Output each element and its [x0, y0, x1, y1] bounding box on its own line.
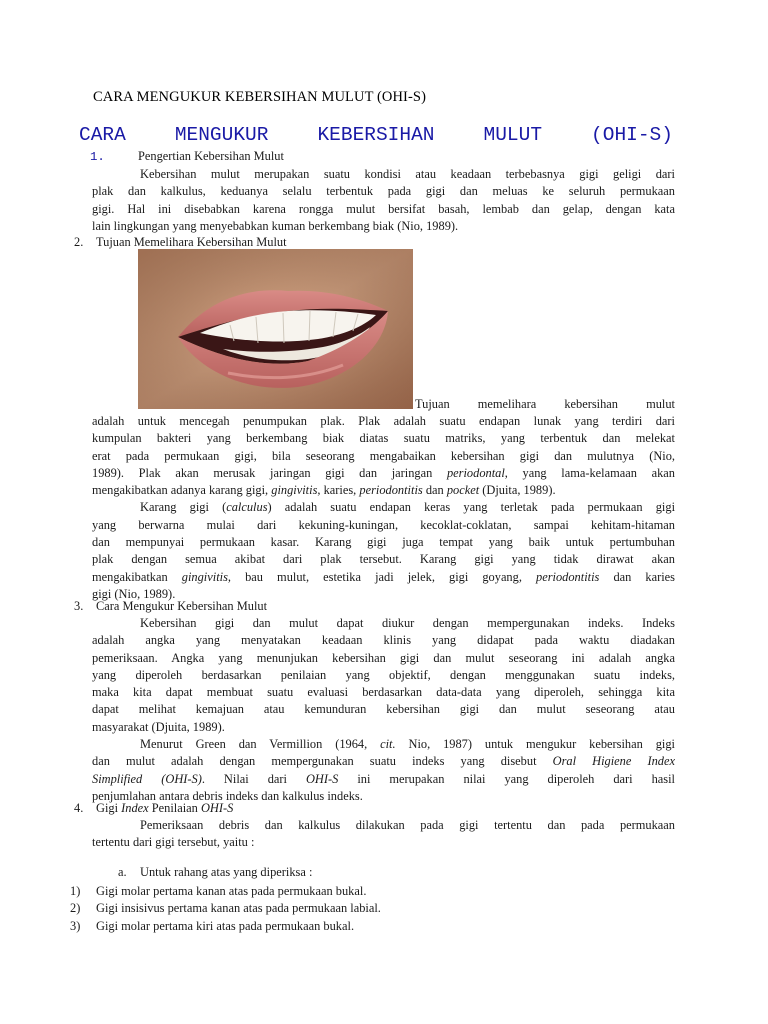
- section-1-heading: [90, 148, 680, 166]
- list-item: 3) Gigi molar pertama kiri atas pada permukaan bukal.: [70, 918, 355, 933]
- section-4-body: [92, 817, 675, 852]
- paragraph-line: mengakibatkan gingivitis, bau mulut, estetika jadi jelek, gigi goyang, periodontitis dan karies: [92, 569, 675, 584]
- section-title: Cara Mengukur Kebersihan Mulut: [96, 599, 268, 613]
- paragraph-line: yang diperoleh berdasarkan penilaian yang objektif, dengan menggunakan suatu indeks,: [92, 667, 675, 682]
- list-item: 1) Gigi molar pertama kanan atas pada permukaan bukal.: [70, 884, 367, 898]
- paragraph-line: Kebersihan gigi dan mulut dapat diukur dengan mempergunakan indeks. Indeks: [140, 616, 675, 630]
- heading-word: (OHI-S): [591, 124, 673, 146]
- section-number: 3.: [74, 599, 84, 613]
- paragraph-line: pemeriksaan. Angka yang menunjukan kebersihan gigi dan mulut seseorang ini adalah angka: [92, 650, 675, 665]
- heading-word: KEBERSIHAN: [317, 124, 435, 146]
- paragraph-line: plak dan kalkulus, keduanya selalu terbentuk pada gigi dan meluas ke seluruh permukaan: [92, 184, 675, 199]
- paragraph-line: Kebersihan mulut merupakan suatu kondisi atau keadaan terbebasnya gigi geligi dari: [140, 167, 675, 181]
- paragraph-line: dapat melihat kemajuan atau kemunduran kebersihan gigi dan mulut seseorang atau: [92, 702, 675, 717]
- paragraph-line: erat pada permukaan gigi, bila seseorang mengabaikan kebersihan gigi dan mulutnya (Nio,: [92, 448, 675, 463]
- paragraph-line: masyarakat (Djuita, 1989).: [92, 719, 225, 734]
- paragraph-line: adalah untuk mencegah penumpukan plak. Plak adalah suatu endapan lunak yang terdiri dari: [92, 414, 675, 428]
- section-number: 2.: [74, 235, 84, 249]
- list-item: 2) Gigi insisivus pertama kanan atas pada permukaan labial.: [70, 901, 381, 916]
- section-title: Tujuan Memelihara Kebersihan Mulut: [96, 235, 287, 249]
- paragraph-line: 1989). Plak akan merusak jaringan gigi dan jaringan periodontal, yang lama-kelamaan akan: [92, 465, 675, 480]
- document-heading-colored: [79, 124, 673, 146]
- paragraph-line: kumpulan bakteri yang berkembang biak diatas suatu matriks, yang terbentuk dan melekat: [92, 431, 675, 446]
- paragraph-line: Karang gigi (calculus) adalah suatu endapan keras yang terletak pada permukaan gigi: [140, 500, 676, 515]
- paragraph-line: maka kita dapat membuat suatu evaluasi berdasarkan data-data yang diperoleh, sehingga kita: [92, 685, 675, 700]
- heading-word: MENGUKUR: [174, 124, 269, 146]
- paragraph-line: gigi (Nio, 1989).: [92, 586, 176, 601]
- paragraph-line: Menurut Green dan Vermillion (1964, cit. Nio, 1987) untuk mengukur kebersihan gigi: [140, 737, 675, 752]
- section-2-body: [92, 413, 675, 603]
- paragraph-line: yang berwarna mulai dari kekuning-kuningan, kecoklat-coklatan, sampai kehitam-hitaman: [92, 517, 675, 532]
- smiling-mouth-photo: [138, 249, 413, 409]
- section-number: 4.: [74, 801, 84, 815]
- mouth-illustration: [138, 249, 413, 409]
- heading-word: MULUT: [483, 124, 543, 146]
- section-2-first-line: [415, 396, 675, 413]
- section-title: Gigi Index Penilaian OHI-S: [96, 801, 234, 815]
- tooth-list: [70, 883, 670, 935]
- sub-list-a: [118, 864, 618, 881]
- section-3-body: [92, 615, 675, 805]
- paragraph-line: lain lingkungan yang menyebabkan kuman berkembang biak (Nio, 1989).: [92, 218, 459, 233]
- sub-list-title: Untuk rahang atas yang diperiksa :: [140, 865, 313, 879]
- section-title: Pengertian Kebersihan Mulut: [138, 149, 284, 163]
- paragraph-line: gigi. Hal ini disebabkan karena rongga mulut bersifat basah, lembab dan gelap, dengan kata: [92, 201, 675, 216]
- paragraph-line: Pemeriksaan debris dan kalkulus dilakukan pada gigi tertentu dan pada permukaan: [140, 818, 675, 832]
- paragraph-line: plak dengan semua akibat dari plak tersebut. Karang gigi yang tidak dirawat akan: [92, 552, 675, 567]
- section-4-heading: [74, 800, 674, 817]
- paragraph-line: mengakibatkan adanya karang gigi, gingivitis, karies, periodontitis dan pocket (Djuita, 1989).: [92, 483, 556, 498]
- sub-list-label: a.: [118, 865, 127, 879]
- section-3-heading: [74, 598, 674, 615]
- heading-word: CARA: [79, 124, 126, 146]
- paragraph-line: penjumlahan antara debris indeks dan kalkulus indeks.: [92, 788, 363, 803]
- paragraph-line: Tujuan memelihara kebersihan mulut: [415, 397, 675, 411]
- paragraph-line: dan mempunyai permukaan kasar. Karang gigi juga tempat yang baik untuk pertumbuhan: [92, 535, 675, 550]
- document-title: CARA MENGUKUR KEBERSIHAN MULUT (OHI-S): [93, 89, 427, 105]
- section-number: 1.: [90, 150, 105, 164]
- section-1-body: [92, 166, 675, 235]
- paragraph-line: tertentu dari gigi tersebut, yaitu :: [92, 835, 255, 850]
- paragraph-line: dan mulut adalah dengan mempergunakan suatu indeks yang disebut Oral Higiene Index: [92, 754, 676, 769]
- paragraph-line: Simplified (OHI-S). Nilai dari OHI-S ini merupakan nilai yang diperoleh dari hasil: [92, 771, 675, 786]
- paragraph-line: adalah angka yang menyatakan keadaan klinis yang didapat pada waktu diadakan: [92, 633, 675, 648]
